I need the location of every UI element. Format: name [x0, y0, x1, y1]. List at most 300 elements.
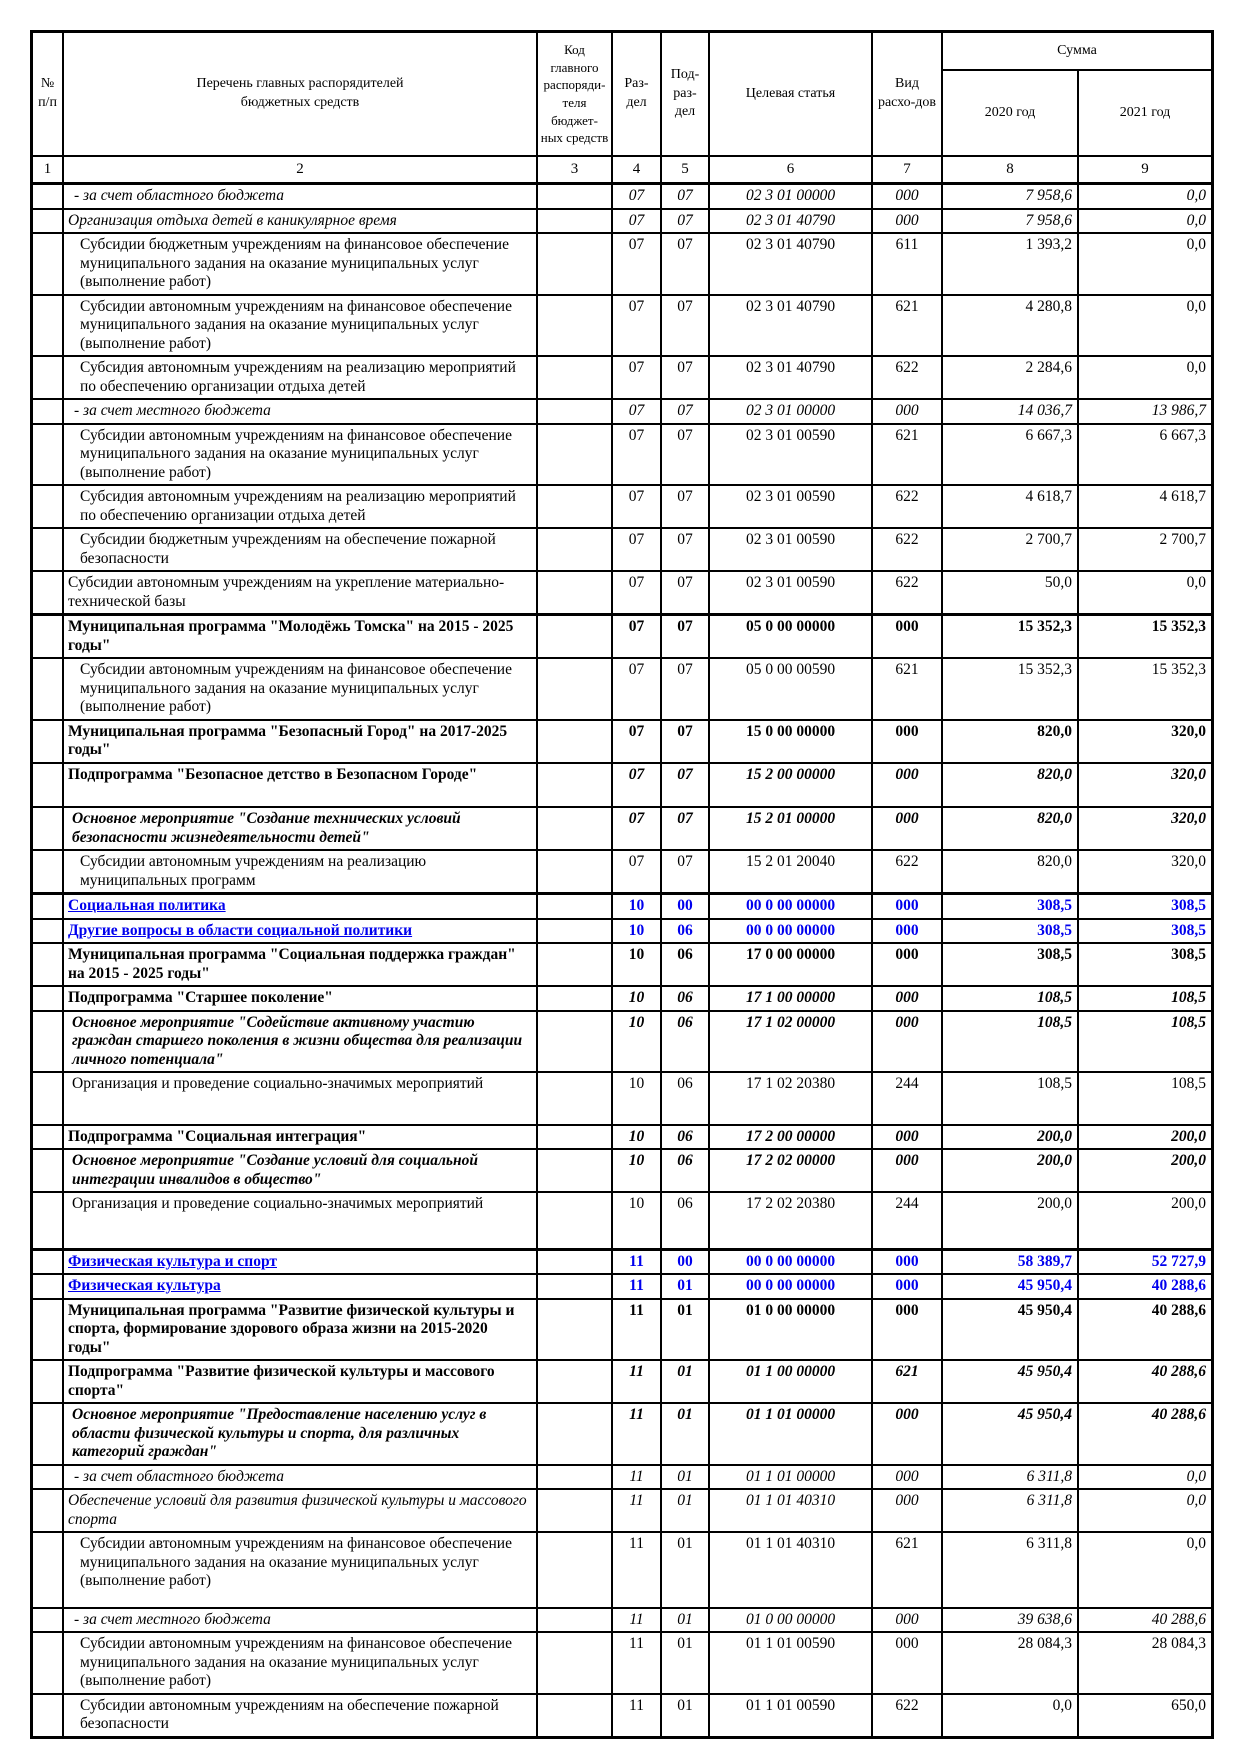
expense-type-cell: 000: [873, 1126, 943, 1149]
table-row: [33, 1300, 1211, 1362]
name-cell: [64, 1609, 538, 1632]
row-name-text: Основное мероприятие "Создание технических условий безопасности жизнедеятельности детей": [72, 810, 461, 846]
target-article-cell: 17 2 02 20380: [710, 1193, 873, 1248]
expense-type-cell: 622: [873, 851, 943, 892]
col-number-cell: [33, 1633, 64, 1693]
razdel-cell: 07: [613, 764, 662, 807]
name-cell: [64, 1150, 538, 1191]
target-article-cell: 01 0 00 00000: [710, 1609, 873, 1632]
table-row: [33, 357, 1211, 400]
code-cell: [538, 357, 613, 398]
target-article-cell: 01 1 01 40310: [710, 1490, 873, 1531]
amount-2020-cell: 4 618,7: [943, 486, 1079, 527]
target-article-cell: 02 3 01 00590: [710, 572, 873, 613]
code-cell: [538, 1300, 613, 1360]
amount-2021-cell: 40 288,6: [1151, 1277, 1206, 1294]
code-cell: [538, 1126, 613, 1149]
podrazdel-cell: 01: [662, 1633, 710, 1693]
amount-2021-cell: 0,0: [1186, 359, 1206, 376]
razdel-cell: 10: [613, 1193, 662, 1248]
name-cell: [64, 764, 538, 807]
podrazdel-cell: 07: [662, 234, 710, 294]
target-article-cell: 02 3 01 00590: [710, 529, 873, 570]
razdel-cell: 10: [613, 1012, 662, 1072]
podrazdel-cell: 07: [662, 210, 710, 233]
razdel-cell: 11: [613, 1251, 662, 1274]
expense-type-cell: 244: [873, 1193, 943, 1248]
amount-2021-cell: 108,5: [1171, 989, 1206, 1006]
col-number-cell: [33, 234, 64, 294]
podrazdel-cell: 06: [662, 1126, 710, 1149]
col-number-cell: [33, 1361, 64, 1402]
podrazdel-cell: 06: [662, 1012, 710, 1072]
amount-2020-cell: 7 958,6: [943, 210, 1079, 233]
amount-2021-cell: 0,0: [1186, 1467, 1206, 1485]
name-cell: [64, 1012, 538, 1072]
row-name-text: Физическая культура и спорт: [68, 1252, 277, 1270]
code-cell: [538, 1533, 613, 1607]
col-number-cell: [33, 486, 64, 527]
table-row: [33, 1126, 1211, 1151]
table-row: [33, 1695, 1211, 1736]
row-name-text: - за счет областного бюджета: [74, 187, 284, 204]
podrazdel-cell: 07: [662, 659, 710, 719]
table-row: [33, 1073, 1211, 1126]
amount-2021-cell: 0,0: [1186, 297, 1206, 315]
amount-2021-cell: 28 084,3: [1151, 1635, 1206, 1652]
podrazdel-cell: 07: [662, 486, 710, 527]
row-name-text: Подпрограмма "Старшее поколение": [68, 989, 333, 1006]
amount-2020-cell: 58 389,7: [943, 1251, 1079, 1274]
target-article-cell: 02 3 01 00590: [710, 486, 873, 527]
table-row: [33, 400, 1211, 425]
name-cell: [64, 572, 538, 613]
table-row: [33, 808, 1211, 851]
col-number-cell: [33, 920, 64, 943]
razdel-cell: 10: [613, 895, 662, 918]
row-name-text: Основное мероприятие "Предоставление населению услуг в области физической культуры и спорта, для различных категорий граждан": [72, 1406, 487, 1460]
col-number-cell: [33, 296, 64, 356]
table-row: [33, 987, 1211, 1012]
target-article-cell: 02 3 01 40790: [710, 296, 873, 356]
name-cell: [64, 185, 538, 208]
podrazdel-cell: 00: [662, 1251, 710, 1274]
name-cell: [64, 808, 538, 849]
amount-2021-cell: 15 352,3: [1151, 661, 1206, 678]
col-number-cell: [33, 1533, 64, 1607]
row-name-text: Субсидия автономным учреждениям на реализацию мероприятий по обеспечению организации отдыха детей: [80, 359, 516, 395]
amount-2020-cell: 6 667,3: [943, 425, 1079, 485]
col-number-cell: [33, 764, 64, 807]
header-index-cell: 6: [710, 157, 873, 182]
header-cell-podrazdel: [662, 33, 710, 157]
table-row: [33, 851, 1211, 895]
expense-type-cell: 244: [873, 1073, 943, 1124]
amount-2020-cell: 14 036,7: [943, 400, 1079, 423]
row-name-text: Подпрограмма "Безопасное детство в Безопасном Городе": [68, 765, 478, 783]
row-name-text: Организация отдыха детей в каникулярное время: [68, 211, 397, 229]
row-name-text: Субсидии автономным учреждениям на финансовое обеспечение муниципального задания на оказание муниципальных услуг (выполнение работ): [80, 297, 512, 352]
razdel-cell: 07: [613, 616, 662, 657]
expense-type-cell: 000: [873, 944, 943, 985]
table-row: [33, 616, 1211, 659]
target-article-cell: 17 1 00 00000: [710, 987, 873, 1010]
podrazdel-cell: 07: [662, 851, 710, 892]
razdel-cell: 10: [613, 987, 662, 1010]
amount-2020-cell: 39 638,6: [943, 1609, 1079, 1632]
table-row: [33, 764, 1211, 809]
col-number-cell: [33, 1490, 64, 1531]
code-cell: [538, 1193, 613, 1248]
code-cell: [538, 210, 613, 233]
table-row: [33, 1404, 1211, 1466]
razdel-cell: 11: [613, 1695, 662, 1736]
col-number-cell: [33, 1404, 64, 1464]
name-cell: [64, 1361, 538, 1402]
code-cell: [538, 1404, 613, 1464]
table-row: [33, 1609, 1211, 1634]
expense-type-cell: 000: [873, 1466, 943, 1489]
row-name-text: Организация и проведение социально-значимых мероприятий: [72, 1075, 484, 1092]
code-cell: [538, 1466, 613, 1489]
table-row: [33, 1012, 1211, 1074]
amount-2020-cell: 6 311,8: [943, 1466, 1079, 1489]
target-article-cell: 15 2 01 20040: [710, 851, 873, 892]
target-article-cell: 02 3 01 40790: [710, 234, 873, 294]
expense-type-cell: 000: [873, 920, 943, 943]
table-row: [33, 529, 1211, 572]
podrazdel-cell: 07: [662, 357, 710, 398]
row-name-text: Другие вопросы в области социальной политики: [68, 921, 413, 939]
amount-2020-cell: 108,5: [943, 987, 1079, 1010]
name-cell: [64, 400, 538, 423]
razdel-cell: 11: [613, 1300, 662, 1360]
amount-2021-cell: 40 288,6: [1151, 1406, 1206, 1423]
col-number-cell: [33, 1251, 64, 1274]
podrazdel-cell: 06: [662, 1150, 710, 1191]
amount-2021-cell: 320,0: [1171, 810, 1206, 827]
row-name-text: Муниципальная программа "Безопасный Город" на 2017-2025 годы": [68, 722, 508, 758]
code-cell: [538, 1361, 613, 1402]
amount-2020-cell: 820,0: [943, 851, 1079, 892]
name-cell: [64, 1404, 538, 1464]
expense-type-cell: 000: [873, 185, 943, 208]
row-name-text: - за счет местного бюджета: [74, 402, 271, 419]
table-row: [33, 185, 1211, 210]
expense-type-cell: 000: [873, 1012, 943, 1072]
razdel-cell: 11: [613, 1466, 662, 1489]
row-name-text: Муниципальная программа "Молодёжь Томска" на 2015 - 2025 годы": [68, 618, 514, 654]
header-razdel-label: Раз-дел: [624, 76, 649, 110]
razdel-cell: 07: [613, 296, 662, 356]
amount-2020-cell: 6 311,8: [943, 1490, 1079, 1531]
razdel-cell: 10: [613, 1073, 662, 1124]
name-cell: [64, 1300, 538, 1360]
amount-2021-cell: 0,0: [1186, 1535, 1206, 1552]
row-name-text: Субсидия автономным учреждениям на реализацию мероприятий по обеспечению организации отдыха детей: [80, 488, 516, 524]
amount-2021-cell: 0,0: [1186, 187, 1206, 204]
amount-2020-cell: 820,0: [943, 721, 1079, 762]
row-name-text: Субсидии автономным учреждениям на реализацию муниципальных программ: [80, 853, 427, 889]
name-cell: [64, 529, 538, 570]
amount-2021-cell: 308,5: [1171, 921, 1206, 939]
header-name-label: Перечень главных распорядителей бюджетных средств: [196, 76, 404, 110]
name-cell: [64, 1073, 538, 1124]
col-number-cell: [33, 895, 64, 918]
razdel-cell: 10: [613, 944, 662, 985]
code-cell: [538, 572, 613, 613]
razdel-cell: 07: [613, 234, 662, 294]
code-cell: [538, 721, 613, 762]
table-row: [33, 721, 1211, 764]
expense-type-cell: 000: [873, 210, 943, 233]
col-number-cell: [33, 1126, 64, 1149]
podrazdel-cell: 07: [662, 185, 710, 208]
razdel-cell: 07: [613, 357, 662, 398]
podrazdel-cell: 01: [662, 1275, 710, 1298]
podrazdel-cell: 07: [662, 572, 710, 613]
amount-2021-cell: 6 667,3: [1159, 426, 1206, 444]
razdel-cell: 07: [613, 210, 662, 233]
header-cell-target: [710, 33, 873, 157]
name-cell: [64, 1695, 538, 1736]
amount-2020-cell: 820,0: [943, 808, 1079, 849]
row-name-text: - за счет местного бюджета: [74, 1610, 271, 1628]
amount-2021-cell: 320,0: [1171, 765, 1206, 783]
razdel-cell: 07: [613, 529, 662, 570]
col-number-cell: [33, 357, 64, 398]
code-cell: [538, 529, 613, 570]
header-index-cell: 2: [64, 157, 538, 182]
name-cell: [64, 1126, 538, 1149]
amount-2021-cell: 40 288,6: [1151, 1301, 1206, 1319]
amount-2020-cell: 45 950,4: [943, 1361, 1079, 1402]
header-num-label: № п/п: [38, 76, 57, 110]
amount-2021-cell: 200,0: [1171, 1195, 1206, 1212]
razdel-cell: 07: [613, 572, 662, 613]
col-number-cell: [33, 1695, 64, 1736]
razdel-cell: 11: [613, 1490, 662, 1531]
amount-2021-cell: 52 727,9: [1151, 1252, 1206, 1270]
target-article-cell: 00 0 00 00000: [710, 895, 873, 918]
razdel-cell: 07: [613, 486, 662, 527]
podrazdel-cell: 06: [662, 944, 710, 985]
table-row: [33, 659, 1211, 721]
table-row: [33, 296, 1211, 358]
podrazdel-cell: 07: [662, 616, 710, 657]
col-number-cell: [33, 851, 64, 892]
target-article-cell: 02 3 01 40790: [710, 210, 873, 233]
row-name-text: Основное мероприятие "Создание условий для социальной интеграции инвалидов в общество": [72, 1152, 478, 1188]
name-cell: [64, 1533, 538, 1607]
razdel-cell: 07: [613, 659, 662, 719]
amount-2020-cell: 28 084,3: [943, 1633, 1079, 1693]
amount-2021-cell: 40 288,6: [1151, 1363, 1206, 1380]
header-podrazdel-label: Под-раз-дел: [670, 66, 700, 120]
expense-type-cell: 000: [873, 895, 943, 918]
name-cell: [64, 920, 538, 943]
podrazdel-cell: 07: [662, 400, 710, 423]
row-name-text: Субсидии автономным учреждениям на финансовое обеспечение муниципального задания на оказание муниципальных услуг (выполнение работ): [80, 1635, 512, 1689]
amount-2020-cell: 45 950,4: [943, 1300, 1079, 1360]
table-row: [33, 425, 1211, 487]
razdel-cell: 07: [613, 400, 662, 423]
col-number-cell: [33, 987, 64, 1010]
expense-type-cell: 622: [873, 486, 943, 527]
col-number-cell: [33, 210, 64, 233]
target-article-cell: 05 0 00 00590: [710, 659, 873, 719]
target-article-cell: 02 3 01 00590: [710, 425, 873, 485]
code-cell: [538, 944, 613, 985]
expense-type-cell: 000: [873, 616, 943, 657]
amount-2021-cell: 308,5: [1171, 946, 1206, 963]
podrazdel-cell: 01: [662, 1609, 710, 1632]
expense-type-cell: 000: [873, 1251, 943, 1274]
col-number-cell: [33, 1193, 64, 1248]
amount-2021-cell: 200,0: [1171, 1152, 1206, 1169]
target-article-cell: 01 1 01 00000: [710, 1466, 873, 1489]
amount-2021-cell: 2 700,7: [1159, 531, 1206, 548]
expense-type-cell: 621: [873, 425, 943, 485]
row-name-text: Субсидии бюджетным учреждениям на финансовое обеспечение муниципального задания на оказание муниципальных услуг (выполнение работ): [80, 236, 509, 290]
razdel-cell: 10: [613, 1126, 662, 1149]
code-cell: [538, 987, 613, 1010]
name-cell: [64, 1633, 538, 1693]
name-cell: [64, 1466, 538, 1489]
expense-type-cell: 621: [873, 659, 943, 719]
target-article-cell: 15 2 01 00000: [710, 808, 873, 849]
row-name-text: Субсидии автономным учреждениям на финансовое обеспечение муниципального задания на оказание муниципальных услуг (выполнение работ): [80, 661, 512, 715]
target-article-cell: 17 1 02 00000: [710, 1012, 873, 1072]
razdel-cell: 11: [613, 1404, 662, 1464]
col-number-cell: [33, 1275, 64, 1298]
header-target-label: Целевая статья: [745, 85, 836, 101]
expense-type-cell: 000: [873, 1633, 943, 1693]
table-header: [33, 33, 1211, 185]
target-article-cell: 02 3 01 00000: [710, 400, 873, 423]
amount-2020-cell: 45 950,4: [943, 1275, 1079, 1298]
podrazdel-cell: 01: [662, 1361, 710, 1402]
podrazdel-cell: 07: [662, 764, 710, 807]
amount-2021-cell: 0,0: [1186, 236, 1206, 253]
row-name-text: Физическая культура: [68, 1277, 221, 1294]
podrazdel-cell: 01: [662, 1490, 710, 1531]
target-article-cell: 01 1 01 00590: [710, 1633, 873, 1693]
code-cell: [538, 296, 613, 356]
expense-type-cell: 000: [873, 1275, 943, 1298]
table-row: [33, 234, 1211, 296]
target-article-cell: 17 2 02 00000: [710, 1150, 873, 1191]
target-article-cell: 00 0 00 00000: [710, 920, 873, 943]
amount-2020-cell: 820,0: [943, 764, 1079, 807]
target-article-cell: 02 3 01 40790: [710, 357, 873, 398]
amount-2021-cell: 650,0: [1171, 1696, 1206, 1714]
col-number-cell: [33, 1300, 64, 1360]
col-number-cell: [33, 616, 64, 657]
amount-2021-cell: 15 352,3: [1151, 618, 1206, 635]
header-cell-razdel: [613, 33, 662, 157]
name-cell: [64, 1275, 538, 1298]
name-cell: [64, 1193, 538, 1248]
expense-type-cell: 000: [873, 400, 943, 423]
table-row: [33, 920, 1211, 945]
podrazdel-cell: 07: [662, 721, 710, 762]
header-cell-num: [33, 33, 64, 157]
col-number-cell: [33, 529, 64, 570]
code-cell: [538, 400, 613, 423]
row-name-text: Подпрограмма "Социальная интеграция": [68, 1127, 367, 1145]
col-number-cell: [33, 808, 64, 849]
code-cell: [538, 425, 613, 485]
row-name-text: Субсидии автономным учреждениям на финансовое обеспечение муниципального задания на оказание муниципальных услуг (выполнение работ): [80, 1535, 512, 1589]
podrazdel-cell: 07: [662, 808, 710, 849]
row-name-text: Субсидии автономным учреждениям на обеспечение пожарной безопасности: [80, 1696, 499, 1732]
expense-type-cell: 622: [873, 572, 943, 613]
podrazdel-cell: 06: [662, 920, 710, 943]
podrazdel-cell: 01: [662, 1300, 710, 1360]
row-name-text: Социальная политика: [68, 897, 226, 914]
code-cell: [538, 1695, 613, 1736]
podrazdel-cell: 01: [662, 1404, 710, 1464]
expense-type-cell: 000: [873, 721, 943, 762]
table-row: [33, 1275, 1211, 1300]
amount-2020-cell: 7 958,6: [943, 185, 1079, 208]
header-summa-label: Сумма: [1057, 42, 1097, 58]
amount-2021-cell: 0,0: [1186, 211, 1206, 229]
razdel-cell: 07: [613, 721, 662, 762]
col-number-cell: [33, 659, 64, 719]
target-article-cell: 02 3 01 00000: [710, 185, 873, 208]
amount-2020-cell: 15 352,3: [943, 616, 1079, 657]
podrazdel-cell: 07: [662, 529, 710, 570]
code-cell: [538, 895, 613, 918]
amount-2020-cell: 45 950,4: [943, 1404, 1079, 1464]
amount-2021-cell: 108,5: [1171, 1013, 1206, 1031]
podrazdel-cell: 06: [662, 1193, 710, 1248]
amount-2021-cell: 108,5: [1171, 1075, 1206, 1092]
amount-2020-cell: 50,0: [943, 572, 1079, 613]
col-number-cell: [33, 1609, 64, 1632]
name-cell: [64, 486, 538, 527]
header-index-cell: 3: [538, 157, 613, 182]
header-vid-label: Вид расхо-дов: [877, 76, 937, 110]
header-index-cell: 7: [873, 157, 943, 182]
row-name-text: Субсидии бюджетным учреждениям на обеспечение пожарной безопасности: [80, 531, 496, 567]
expense-type-cell: 000: [873, 1609, 943, 1632]
col-number-cell: [33, 1466, 64, 1489]
col-number-cell: [33, 1073, 64, 1124]
header-cell-2021: [1079, 71, 1211, 157]
amount-2021-cell: 4 618,7: [1159, 488, 1206, 505]
razdel-cell: 11: [613, 1533, 662, 1607]
amount-2020-cell: 108,5: [943, 1073, 1079, 1124]
amount-2021-cell: 0,0: [1186, 1492, 1206, 1509]
target-article-cell: 01 0 00 00000: [710, 1300, 873, 1360]
name-cell: [64, 944, 538, 985]
expense-type-cell: 611: [873, 234, 943, 294]
name-cell: [64, 851, 538, 892]
expense-type-cell: 000: [873, 764, 943, 807]
col-number-cell: [33, 1150, 64, 1191]
name-cell: [64, 357, 538, 398]
name-cell: [64, 296, 538, 356]
target-article-cell: 17 0 00 00000: [710, 944, 873, 985]
table-row: [33, 1251, 1211, 1276]
name-cell: [64, 1251, 538, 1274]
header-cell-name: [64, 33, 538, 157]
table-row: [33, 1361, 1211, 1404]
target-article-cell: 17 1 02 20380: [710, 1073, 873, 1124]
